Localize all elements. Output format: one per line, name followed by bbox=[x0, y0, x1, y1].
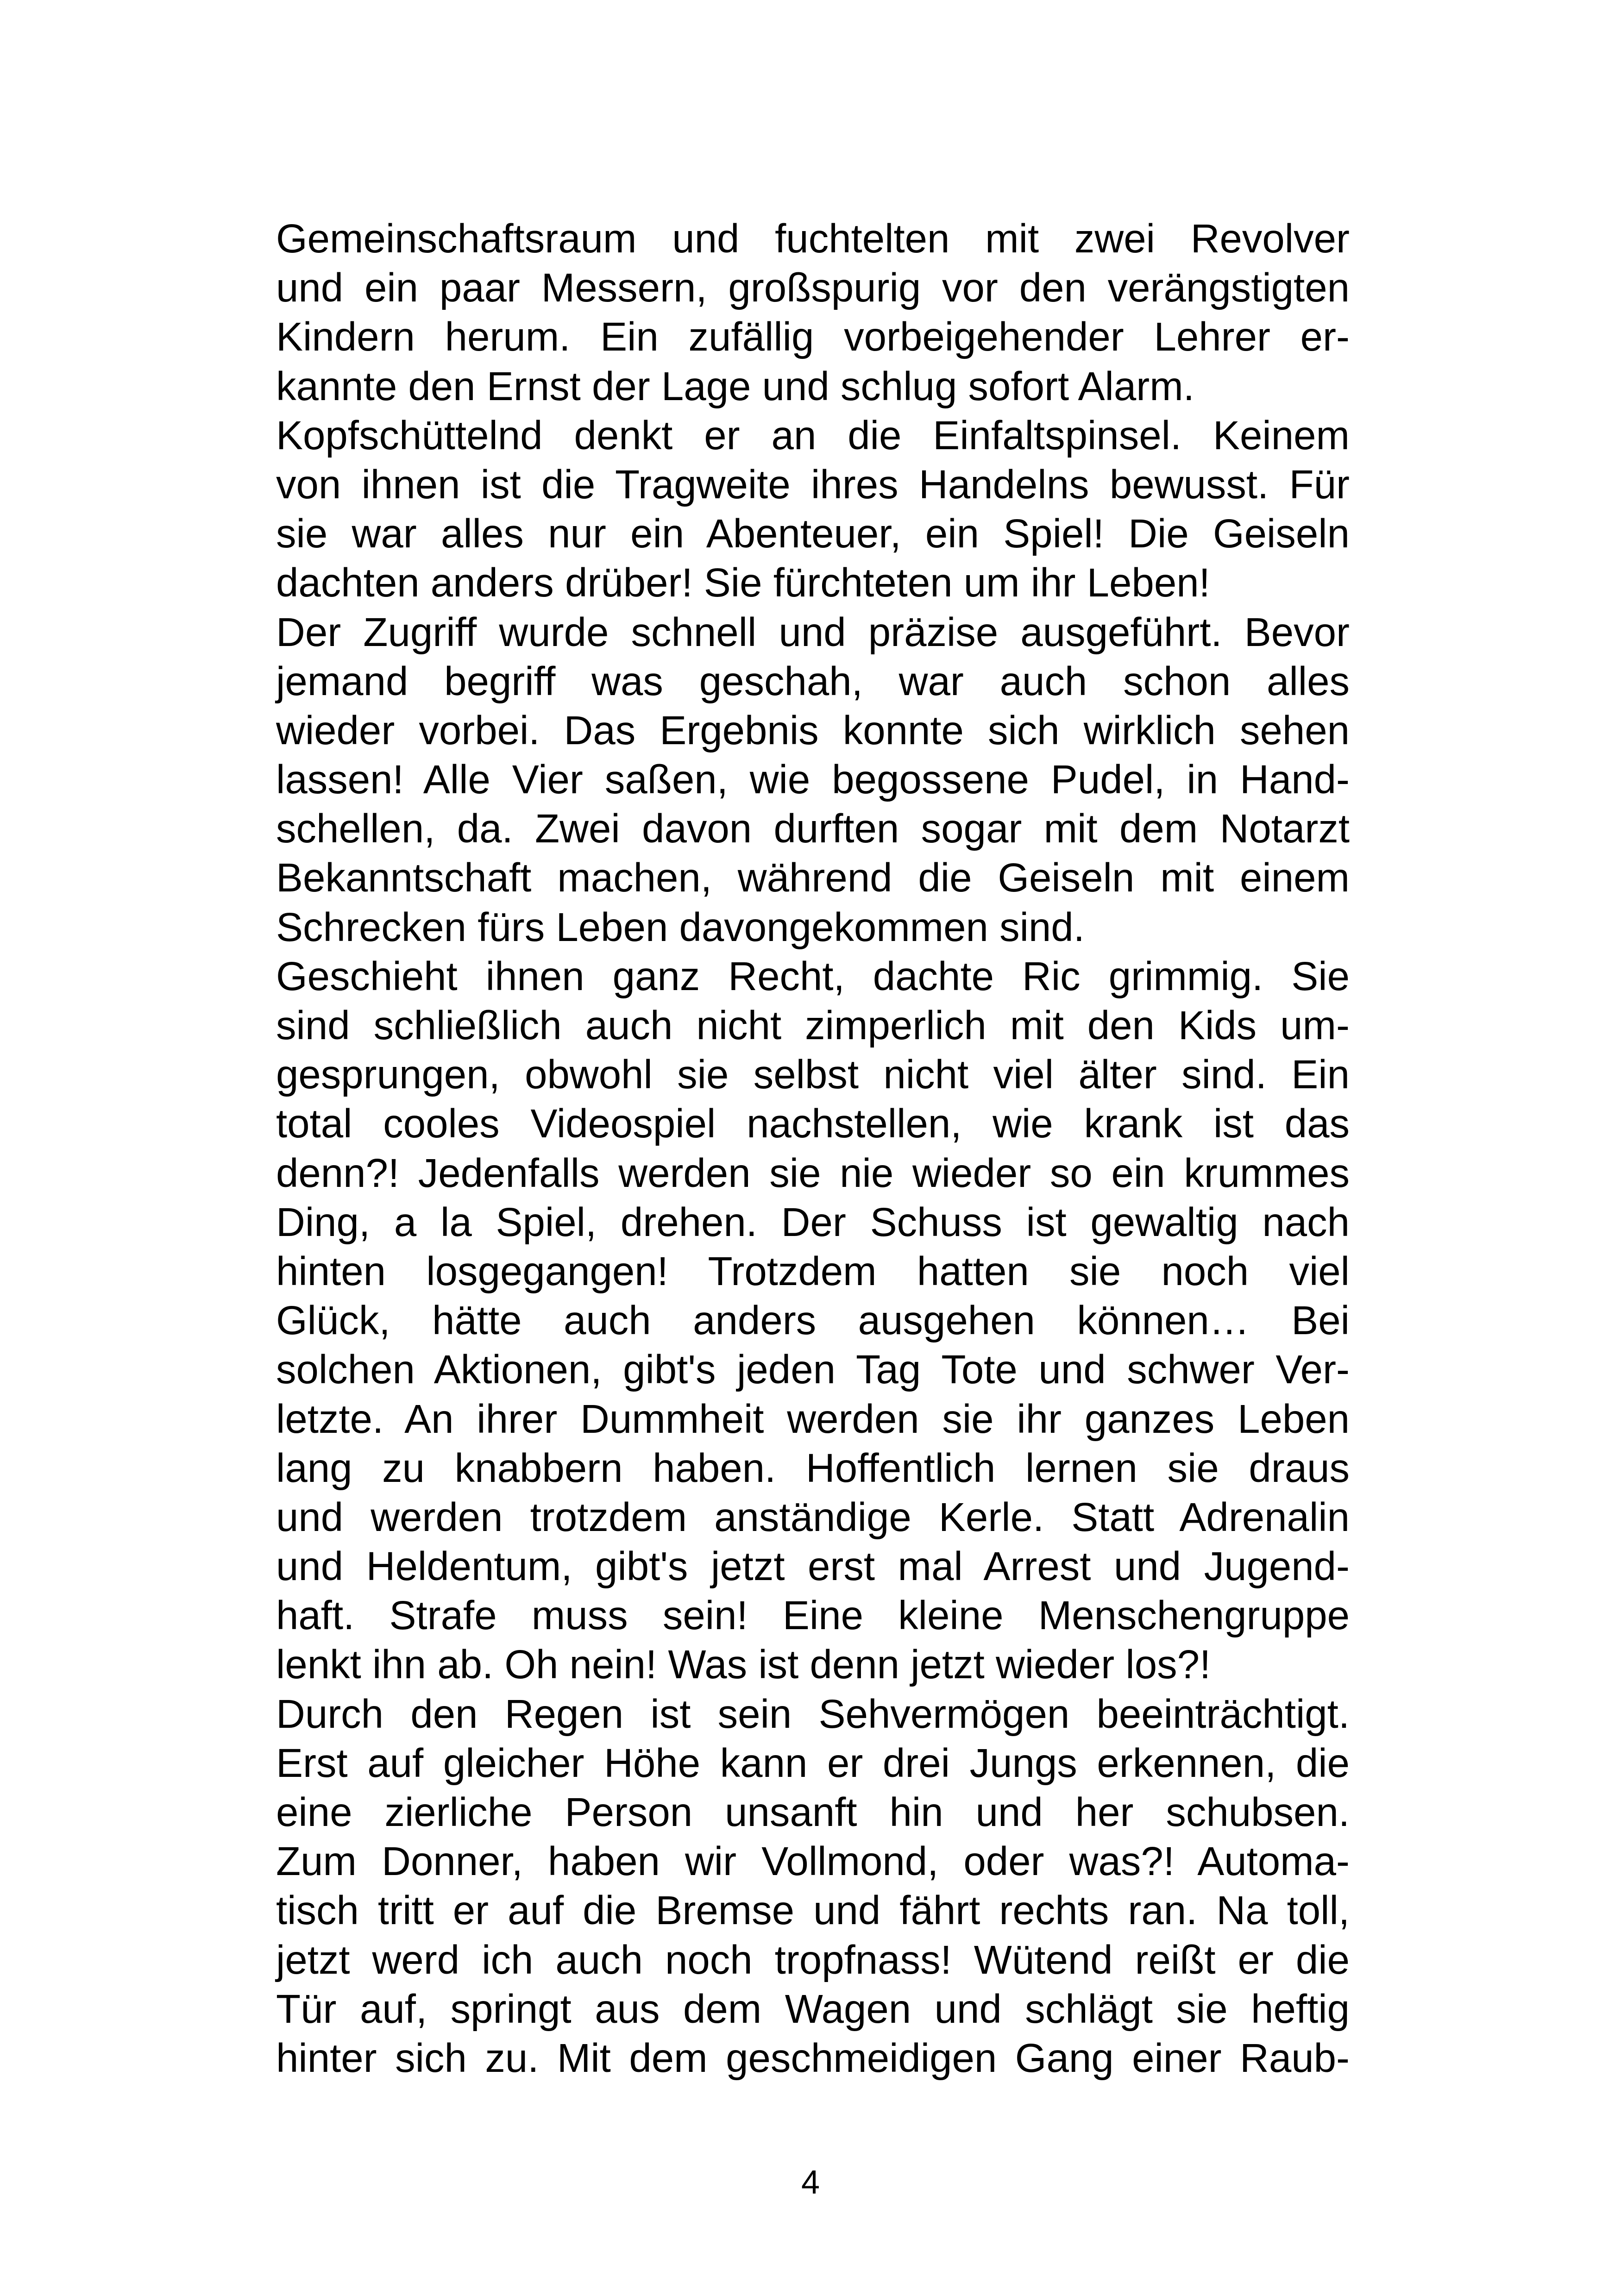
text-line bbox=[276, 1444, 1350, 1493]
body-text bbox=[276, 214, 1350, 2083]
text-segment: Eine kleine Menschengruppe bbox=[748, 1593, 1350, 1638]
text-line bbox=[276, 214, 1350, 263]
text-line bbox=[276, 1640, 1350, 1689]
text-segment: Erst auf gleicher Höhe kann er drei Jungs erkennen, die bbox=[276, 1740, 1350, 1786]
italic-text-segment: hinten losgegangen! Trotzdem hatten sie noch viel bbox=[276, 1248, 1350, 1294]
italic-text-segment: total cooles Videospiel nachstellen, wie krank ist das bbox=[276, 1101, 1350, 1147]
italic-text-segment: Ding, a la Spiel, drehen. Der Schuss ist gewaltig nach bbox=[276, 1199, 1350, 1245]
text-segment: Bekanntschaft machen, während die Geiseln mit einem bbox=[276, 855, 1350, 901]
italic-text-segment: letzte. An ihrer Dummheit werden sie ihr ganzes Leben bbox=[276, 1396, 1350, 1442]
italic-text-segment: Keinem bbox=[1213, 413, 1350, 458]
text-line bbox=[276, 1247, 1350, 1296]
text-segment: Der Zugriff wurde schnell und präzise ausgeführt. Bevor bbox=[276, 609, 1350, 655]
text-line bbox=[276, 1542, 1350, 1591]
italic-text-segment: denn?! Jedenfalls werden sie nie wieder so ein krummes bbox=[276, 1150, 1350, 1196]
text-segment: schellen, da. Zwei davon durften sogar mit dem Notarzt bbox=[276, 806, 1350, 852]
italic-text-segment: solchen Aktionen, gibt's jeden Tag Tote und schwer Ver- bbox=[276, 1347, 1350, 1393]
text-line bbox=[276, 460, 1350, 509]
italic-text-segment: Na toll, bbox=[1216, 1888, 1350, 1933]
text-line bbox=[276, 509, 1350, 558]
italic-text-segment: Glück, hätte auch anders ausgehen können… Bei bbox=[276, 1298, 1350, 1343]
text-line bbox=[276, 804, 1350, 853]
text-segment: Durch den Regen ist sein Sehvermögen beeinträchtigt. bbox=[276, 1691, 1350, 1737]
italic-text-segment: von ihnen ist die Tragweite ihres Handelns bewusst. Für bbox=[276, 462, 1350, 507]
text-line bbox=[276, 1985, 1350, 2034]
text-line bbox=[276, 1936, 1350, 1985]
text-line bbox=[276, 755, 1350, 804]
text-line bbox=[276, 1493, 1350, 1542]
italic-text-segment: Zum Donner, haben wir Vollmond, oder was?! bbox=[276, 1839, 1175, 1884]
text-line bbox=[276, 2034, 1350, 2083]
text-segment: Kopfschüttelnd denkt er an die Einfaltspinsel. bbox=[276, 413, 1213, 458]
text-segment: dachte Ric grimmig. bbox=[844, 954, 1292, 999]
text-line bbox=[276, 1198, 1350, 1247]
text-line bbox=[276, 903, 1350, 952]
text-segment: Wütend reißt er die bbox=[951, 1937, 1350, 1982]
text-line bbox=[276, 313, 1350, 362]
text-line bbox=[276, 1099, 1350, 1148]
italic-text-segment: Geschieht ihnen ganz Recht, bbox=[276, 954, 845, 999]
page-number: 4 bbox=[801, 2164, 820, 2201]
text-line bbox=[276, 1149, 1350, 1198]
text-line bbox=[276, 1886, 1350, 1935]
text-segment: jemand begriff was geschah, war auch schon alles bbox=[276, 659, 1350, 704]
text-line bbox=[276, 853, 1350, 903]
text-line bbox=[276, 1395, 1350, 1444]
italic-text-segment: sie war alles nur ein Abenteuer, ein Spiel! Die Geiseln bbox=[276, 511, 1350, 557]
text-segment: Automa- bbox=[1174, 1839, 1350, 1884]
italic-text-segment: jetzt werd ich auch noch tropfnass! bbox=[276, 1937, 952, 1982]
text-segment: tisch tritt er auf die Bremse und fährt rechts ran. bbox=[276, 1888, 1217, 1933]
text-segment: lenkt ihn ab. bbox=[276, 1642, 505, 1687]
text-line bbox=[276, 558, 1350, 608]
text-segment: Tür auf, springt aus dem Wagen und schlägt sie heftig bbox=[276, 1986, 1350, 2032]
italic-text-segment: und Heldentum, gibt's jetzt erst mal Arrest und Jugend- bbox=[276, 1544, 1350, 1589]
italic-text-segment: und werden trotzdem anständige Kerle. Statt Adrenalin bbox=[276, 1494, 1350, 1540]
italic-text-segment: gesprungen, obwohl sie selbst nicht viel älter sind. Ein bbox=[276, 1052, 1350, 1098]
italic-text-segment: dachten anders drüber! Sie fürchteten um ihr Leben! bbox=[276, 560, 1210, 606]
text-line bbox=[276, 1690, 1350, 1739]
italic-text-segment: lang zu knabbern haben. Hoffentlich lernen sie draus bbox=[276, 1445, 1350, 1491]
text-line bbox=[276, 608, 1350, 657]
italic-text-segment: Oh nein! Was ist denn jetzt wieder los?! bbox=[504, 1642, 1211, 1687]
text-line bbox=[276, 1001, 1350, 1050]
italic-text-segment: sind schließlich auch nicht zimperlich mit den Kids um- bbox=[276, 1003, 1350, 1048]
text-segment: Schrecken fürs Leben davongekommen sind. bbox=[276, 904, 1085, 950]
text-line bbox=[276, 1050, 1350, 1099]
text-line bbox=[276, 1739, 1350, 1788]
text-line bbox=[276, 1837, 1350, 1886]
text-segment: Gemeinschaftsraum und fuchtelten mit zwei Revolver bbox=[276, 216, 1350, 261]
text-line bbox=[276, 411, 1350, 460]
text-segment: kannte den Ernst der Lage und schlug sofort Alarm. bbox=[276, 364, 1194, 409]
italic-text-segment: Sie bbox=[1291, 954, 1350, 999]
text-segment: eine zierliche Person unsanft hin und her schubsen. bbox=[276, 1790, 1350, 1835]
text-line bbox=[276, 1591, 1350, 1640]
text-segment: hinter sich zu. Mit dem geschmeidigen Gang einer Raub- bbox=[276, 2035, 1350, 2081]
text-segment: lassen! Alle Vier saßen, wie begossene Pudel, in Hand- bbox=[276, 757, 1350, 803]
text-line bbox=[276, 1296, 1350, 1345]
text-line bbox=[276, 263, 1350, 313]
text-line bbox=[276, 706, 1350, 755]
text-line bbox=[276, 1345, 1350, 1394]
text-line bbox=[276, 657, 1350, 706]
text-segment: und ein paar Messern, großspurig vor den verängstigten bbox=[276, 265, 1350, 311]
text-segment: wieder vorbei. Das Ergebnis konnte sich wirklich sehen bbox=[276, 708, 1350, 753]
text-line bbox=[276, 952, 1350, 1001]
italic-text-segment: haft. Strafe muss sein! bbox=[276, 1593, 748, 1638]
text-line bbox=[276, 362, 1350, 411]
text-line bbox=[276, 1788, 1350, 1837]
text-segment: Kindern herum. Ein zufällig vorbeigehender Lehrer er- bbox=[276, 314, 1350, 360]
